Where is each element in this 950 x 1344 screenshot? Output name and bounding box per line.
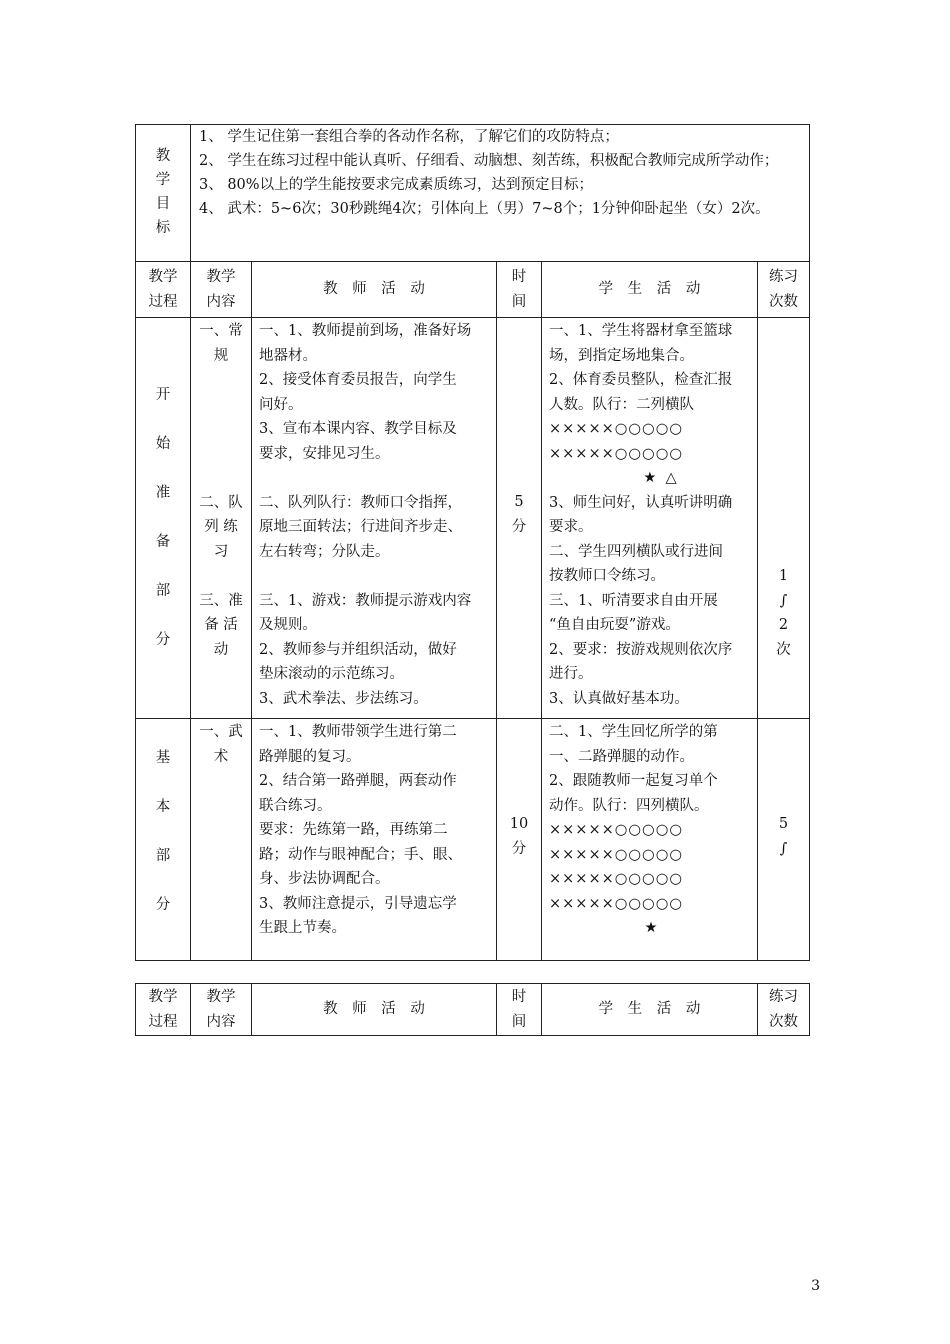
objectives-list — [191, 125, 810, 262]
formation-row: ×××××○○○○○ — [549, 846, 684, 863]
header-time — [497, 262, 542, 318]
student-line: 二、1、学生回忆所学的第 — [549, 724, 718, 740]
student-line: 按教师口令练习。 — [549, 568, 665, 584]
header-time-line2: 间 — [511, 293, 527, 310]
student-line: 2、跟随教师一起复习单个 — [549, 773, 718, 789]
student-line: 二、学生四列横队或行进间 — [549, 543, 723, 560]
header-student — [542, 262, 758, 318]
section-label-char: 分 — [155, 632, 171, 648]
objectives-row — [136, 125, 810, 262]
teacher-line: 路弹腿的复习。 — [259, 748, 361, 765]
student-line: 人数。队行：二列横队 — [549, 396, 694, 413]
header-student-text: 学 生 活 动 — [598, 1001, 701, 1018]
header-count-line1: 练习 — [769, 269, 799, 285]
student-line: 动作。队行：四列横队。 — [549, 797, 709, 814]
teacher-line: 2、教师参与并组织活动，做好 — [259, 641, 457, 658]
header-process — [136, 262, 191, 318]
time-line: 5 — [514, 494, 524, 510]
teacher-position-marks: ★ △ — [643, 470, 677, 486]
count-line: ∫ — [779, 840, 788, 857]
teacher-line: 生跟上节奏。 — [259, 920, 346, 936]
label-char: 标 — [155, 220, 171, 236]
header-teacher-text: 教 师 活 动 — [323, 281, 425, 298]
header-time-line2: 间 — [511, 1013, 527, 1030]
teacher-line: 一、1、教师带领学生进行第二 — [259, 724, 457, 740]
header-time-line1: 时 — [511, 989, 527, 1005]
header-process-line1: 教学 — [148, 989, 178, 1005]
header-count — [758, 984, 810, 1036]
header-time — [497, 984, 542, 1036]
teacher-line: 2、结合第一路弹腿，两套动作 — [259, 773, 457, 789]
content-line: 动 — [213, 641, 229, 658]
section-label-char: 备 — [155, 534, 171, 550]
header-count-line2: 次数 — [769, 293, 799, 310]
time-line: 10 — [509, 816, 529, 832]
teacher-line: 联合练习。 — [259, 797, 332, 814]
formation-row: ×××××○○○○○ — [549, 895, 684, 912]
content-line: 术 — [213, 748, 229, 765]
header-content — [191, 262, 252, 318]
header-count-line2: 次数 — [769, 1013, 798, 1030]
section-basic-count — [758, 719, 810, 961]
page-number: 3 — [811, 1278, 820, 1294]
objectives-label-text — [136, 144, 190, 240]
header-count-line1: 练习 — [769, 989, 798, 1005]
section-label-char: 本 — [155, 799, 171, 815]
teacher-line: 原地三面转法；行进间齐步走、 — [259, 519, 462, 535]
section-basic-time — [497, 719, 542, 961]
student-line: 2、体育委员整队，检查汇报 — [549, 372, 733, 388]
header-student-text: 学 生 活 动 — [598, 281, 701, 298]
objective-item: 4、 武术：5~6次；30秒跳绳4次；引体向上（男）7~8个；1分钟仰卧起坐（女）2次。 — [199, 201, 770, 217]
teacher-line: 路；动作与眼神配合；手、眼、 — [259, 846, 462, 863]
lesson-plan-header-table — [135, 983, 810, 1036]
formation-row: ×××××○○○○○ — [549, 421, 684, 437]
teacher-line: 3、教师注意提示，引导遗忘学 — [259, 895, 457, 912]
content-line: 一、武 — [199, 724, 243, 740]
teacher-line: 垫床滚动的示范练习。 — [259, 666, 404, 682]
teacher-line: 左右转弯；分队走。 — [259, 543, 390, 560]
section-warmup-count — [758, 318, 810, 719]
section-label-char: 开 — [155, 387, 171, 403]
count-line: 1 — [778, 568, 789, 584]
section-basic-label — [136, 719, 191, 961]
label-char: 学 — [155, 172, 171, 188]
objectives-label — [136, 125, 191, 262]
section-basic-student — [542, 719, 758, 961]
objective-item: 1、 学生记住第一套组合拳的各动作名称，了解它们的攻防特点； — [199, 129, 619, 145]
section-warmup-student — [542, 318, 758, 719]
teacher-line: 2、接受体育委员报告，向学生 — [259, 372, 457, 388]
student-line: 2、要求：按游戏规则依次序 — [549, 641, 733, 658]
section-basic-row — [136, 719, 810, 961]
teacher-line: 地器材。 — [259, 347, 317, 364]
count-line: 5 — [778, 816, 789, 832]
student-line: 3、认真做好基本功。 — [549, 690, 689, 707]
section-warmup-time — [497, 318, 542, 719]
student-line: 三、1、听清要求自由开展 — [549, 592, 718, 609]
header-process-line1: 教学 — [148, 269, 178, 285]
teacher-line: 及规则。 — [259, 617, 317, 633]
content-line: 习 — [213, 543, 229, 560]
section-warmup-content — [191, 318, 252, 719]
section-label-char: 分 — [155, 897, 171, 913]
header-teacher-text: 教 师 活 动 — [323, 1001, 425, 1018]
formation-row: ×××××○○○○○ — [549, 445, 684, 462]
student-line: “鱼自由玩耍”游戏。 — [549, 617, 680, 633]
section-basic-content — [191, 719, 252, 961]
count-line: ∫ — [779, 592, 788, 609]
section-label-char: 部 — [155, 848, 171, 864]
teacher-line: 要求：先练第一路，再练第二 — [259, 822, 448, 838]
header-content-line2: 内容 — [206, 1013, 236, 1030]
content-line: 二、队 — [199, 494, 243, 511]
header-content-line1: 教学 — [206, 269, 236, 285]
section-label-char: 基 — [155, 750, 171, 766]
student-line: 一、1、学生将器材拿至篮球 — [549, 323, 733, 339]
header-process-line2: 过程 — [148, 1013, 178, 1030]
header-content-line2: 内容 — [206, 293, 236, 310]
teacher-line: 问好。 — [259, 396, 303, 413]
time-line: 分 — [511, 518, 527, 535]
header-process — [136, 984, 191, 1036]
count-line: 次 — [776, 641, 791, 658]
student-line: 要求。 — [549, 519, 593, 535]
teacher-line: 二、队列队行：教师口令指挥， — [259, 494, 462, 511]
teacher-line: 要求，安排见习生。 — [259, 445, 390, 462]
header-content-line1: 教学 — [206, 989, 236, 1005]
teacher-line: 一、1、教师提前到场，准备好场 — [259, 323, 472, 339]
label-char: 目 — [155, 196, 171, 212]
student-line: 一、二路弹腿的动作。 — [549, 748, 694, 765]
header-student — [542, 984, 758, 1036]
section-warmup-row — [136, 318, 810, 719]
student-line: 3、师生问好，认真听讲明确 — [549, 494, 733, 511]
teacher-line: 3、武术拳法、步法练习。 — [259, 690, 428, 707]
student-line: 进行。 — [549, 666, 593, 682]
header-time-line1: 时 — [511, 269, 527, 285]
content-line: 列 练 — [204, 519, 238, 535]
time-line: 分 — [511, 840, 527, 857]
section-label-char: 部 — [155, 583, 171, 599]
teacher-line: 身、步法协调配合。 — [259, 871, 390, 887]
student-line: 场，到指定场地集合。 — [549, 347, 694, 364]
section-label-char: 始 — [155, 436, 171, 452]
formation-row: ×××××○○○○○ — [549, 871, 684, 887]
content-line: 规 — [213, 347, 229, 364]
header-process-line2: 过程 — [148, 293, 178, 310]
label-char: 教 — [155, 148, 171, 164]
section-warmup-label — [136, 318, 191, 719]
teacher-line: 三、1、游戏：教师提示游戏内容 — [259, 592, 472, 609]
header-row — [136, 262, 810, 318]
header-count — [758, 262, 810, 318]
section-warmup-teacher — [252, 318, 497, 719]
formation-row: ×××××○○○○○ — [549, 822, 684, 838]
lesson-plan-table — [135, 124, 810, 961]
count-line: 2 — [778, 617, 789, 633]
section-basic-teacher — [252, 719, 497, 961]
header-content — [191, 984, 252, 1036]
content-line: 三、准 — [199, 592, 243, 609]
header-teacher — [252, 262, 497, 318]
teacher-position-mark: ★ — [644, 920, 658, 936]
teacher-line: 3、宣布本课内容、教学目标及 — [259, 421, 457, 437]
header-teacher — [252, 984, 497, 1036]
content-line: 一、常 — [199, 323, 243, 339]
header-row — [136, 984, 810, 1036]
section-label-char: 准 — [155, 485, 171, 501]
objective-item: 3、 80%以上的学生能按要求完成素质练习，达到预定目标； — [199, 177, 594, 193]
objective-item: 2、 学生在练习过程中能认真听、仔细看、动脑想、刻苦练，积极配合教师完成所学动作； — [199, 153, 779, 169]
content-line: 备 活 — [204, 617, 238, 633]
